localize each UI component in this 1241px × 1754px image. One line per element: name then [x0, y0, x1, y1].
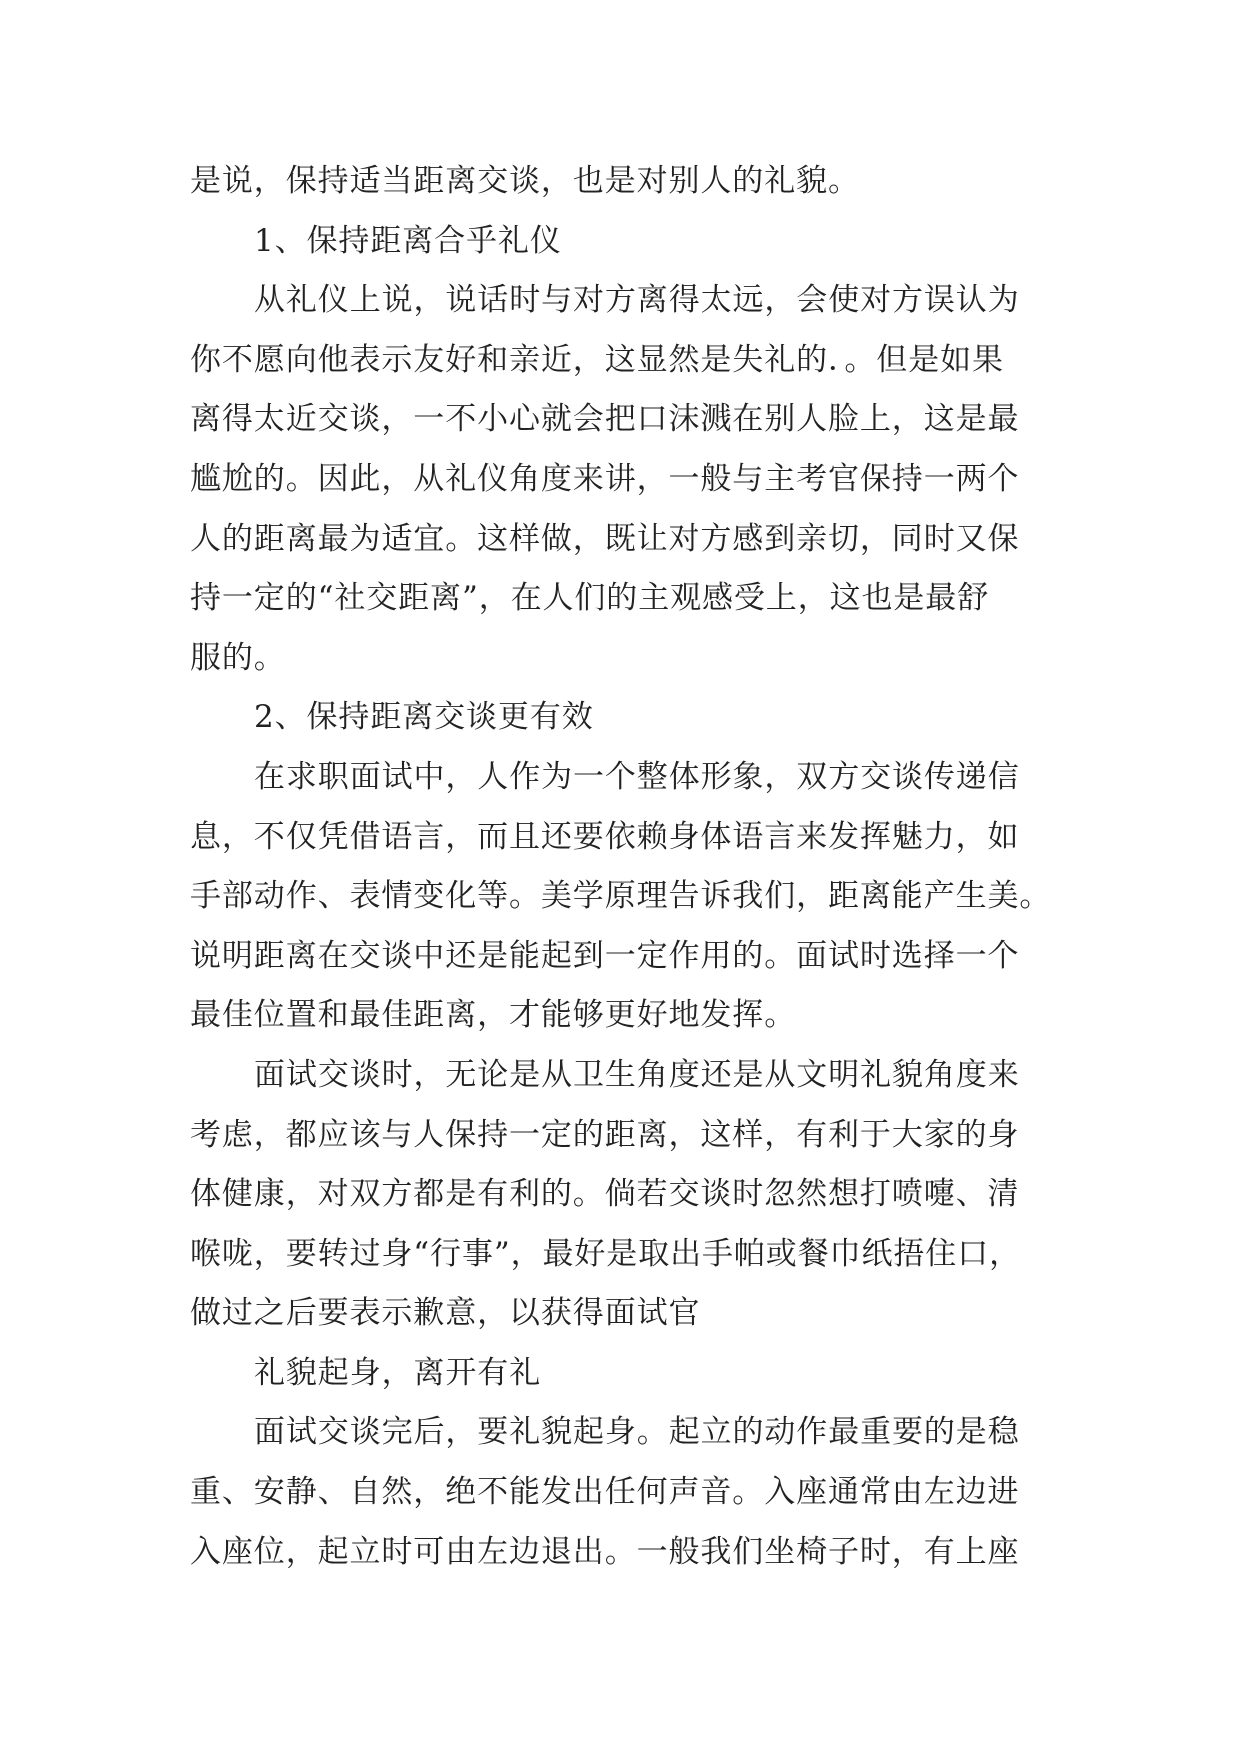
- text-line: 1、保持距离合乎礼仪: [254, 222, 562, 259]
- text-line: 喉咙，要转过身“行事”，最好是取出手帕或餐巾纸捂住口，: [190, 1235, 1021, 1272]
- text-line: 在求职面试中，人作为一个整体形象，双方交谈传递信: [254, 758, 1020, 795]
- text-line: 体健康，对双方都是有利的。倘若交谈时忽然想打喷嚏、清: [190, 1176, 1020, 1213]
- text-line: 服的。: [190, 639, 286, 676]
- text-line: 考虑，都应该与人保持一定的距离，这样，有利于大家的身: [190, 1116, 1020, 1153]
- document-body: [190, 152, 1060, 1582]
- text-line: 息，不仅凭借语言，而且还要依赖身体语言来发挥魅力，如: [190, 818, 1020, 855]
- text-line: 做过之后要表示歉意，以获得面试官: [190, 1295, 701, 1332]
- text-line: 说明距离在交谈中还是能起到一定作用的。面试时选择一个: [190, 937, 1020, 974]
- text-line: 是说，保持适当距离交谈，也是对别人的礼貌。: [190, 163, 860, 199]
- text-line: 面试交谈完后，要礼貌起身。起立的动作最重要的是稳: [254, 1414, 1020, 1451]
- text-line: 尴尬的。因此，从礼仪角度来讲，一般与主考官保持一两个: [190, 460, 1020, 497]
- text-line: 入座位，起立时可由左边退出。一般我们坐椅子时，有上座: [190, 1533, 1020, 1570]
- text-line: 持一定的“社交距离”，在人们的主观感受上，这也是最舒: [190, 580, 990, 617]
- text-line: 从礼仪上说，说话时与对方离得太远，会使对方误认为: [254, 282, 1020, 319]
- text-line: 人的距离最为适宜。这样做，既让对方感到亲切，同时又保: [190, 520, 1020, 557]
- text-line: 礼貌起身，离开有礼: [254, 1354, 542, 1391]
- text-line: 2、保持距离交谈更有效: [254, 699, 594, 736]
- text-line: 重、安静、自然，绝不能发出任何声音。入座通常由左边进: [190, 1474, 1020, 1511]
- text-line: 最佳位置和最佳距离，才能够更好地发挥。: [190, 997, 797, 1034]
- text-line: 你不愿向他表示友好和亲近，这显然是失礼的．。但是如果: [190, 341, 1004, 378]
- text-line: 离得太近交谈，一不小心就会把口沫溅在别人脸上，这是最: [190, 401, 1020, 438]
- text-line: 面试交谈时，无论是从卫生角度还是从文明礼貌角度来: [254, 1056, 1020, 1093]
- text-line: 手部动作、表情变化等。美学原理告诉我们，距离能产生美。: [190, 878, 1052, 915]
